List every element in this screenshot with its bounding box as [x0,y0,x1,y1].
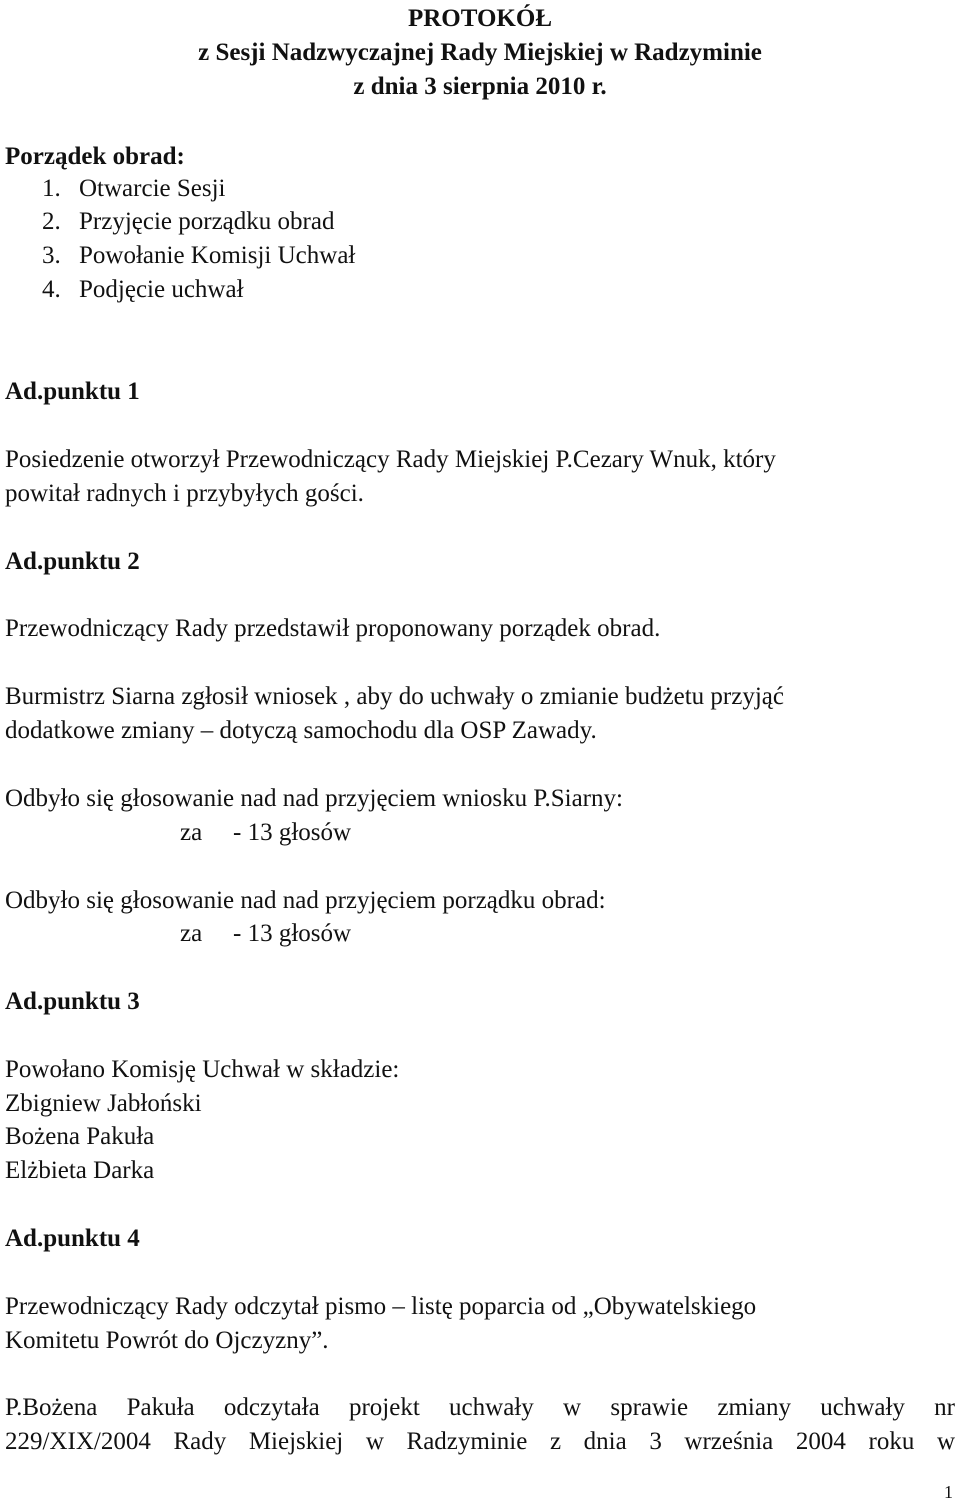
page-number: 1 [944,1482,953,1502]
section-heading: Ad.punktu 1 [5,378,140,405]
title-line-2: z Sesji Nadzwyczajnej Rady Miejskiej w Radzyminie [198,39,762,66]
paragraph-line: Burmistrz Siarna zgłosił wniosek , aby do uchwały o zmianie budżetu przyjąć [5,683,784,710]
agenda-item-text: Przyjęcie porządku obrad [79,208,335,235]
vote-label: za [180,819,203,846]
title-line-1: PROTOKÓŁ [407,5,552,32]
committee-member: Bożena Pakuła [5,1123,155,1150]
paragraph-line: Komitetu Powrót do Ojczyzny”. [5,1327,329,1354]
paragraph-line: P.Bożena Pakuła odczytała projekt uchwały w sprawie zmiany uchwały nr [5,1394,955,1421]
committee-member: Elżbieta Darka [5,1157,155,1184]
vote-description: Odbyło się głosowanie nad nad przyjęciem porządku obrad: [5,887,606,914]
vote-count: - 13 głosów [233,819,352,846]
agenda-item-text: Powołanie Komisji Uchwał [79,242,356,269]
vote-count: - 13 głosów [233,920,352,947]
agenda-item-text: Podjęcie uchwał [79,276,244,303]
section-heading: Ad.punktu 3 [5,988,140,1015]
agenda-item-number: 1. [42,175,61,202]
agenda-item-number: 4. [42,276,61,303]
vote-result [180,816,351,850]
vote-result [180,917,351,951]
paragraph-line: Posiedzenie otworzył Przewodniczący Rady Miejskiej P.Cezary Wnuk, który [5,446,776,473]
title-line-3: z dnia 3 sierpnia 2010 r. [353,73,607,100]
agenda-item-text: Otwarcie Sesji [79,175,226,202]
vote-label: za [180,920,203,947]
section-heading: Ad.punktu 2 [5,548,140,575]
paragraph-line: Powołano Komisję Uchwał w składzie: [5,1056,400,1083]
agenda-item [42,172,225,206]
paragraph-line: 229/XIX/2004 Rady Miejskiej w Radzyminie z dnia 3 września 2004 roku w [5,1428,955,1455]
paragraph-line: dodatkowe zmiany – dotyczą samochodu dla OSP Zawady. [5,717,597,744]
committee-member: Zbigniew Jabłoński [5,1090,202,1117]
section-heading: Ad.punktu 4 [5,1225,140,1252]
paragraph-line: powitał radnych i przybyłych gości. [5,480,364,507]
agenda-item [42,239,355,273]
paragraph-line: Przewodniczący Rady przedstawił proponowany porządek obrad. [5,615,661,642]
agenda-item [42,205,334,239]
agenda-item-number: 2. [42,208,61,235]
agenda-heading: Porządek obrad: [5,143,185,170]
vote-description: Odbyło się głosowanie nad nad przyjęciem wniosku P.Siarny: [5,785,623,812]
agenda-item [42,273,244,307]
paragraph-line: Przewodniczący Rady odczytał pismo – listę poparcia od „Obywatelskiego [5,1293,757,1320]
agenda-item-number: 3. [42,242,61,269]
